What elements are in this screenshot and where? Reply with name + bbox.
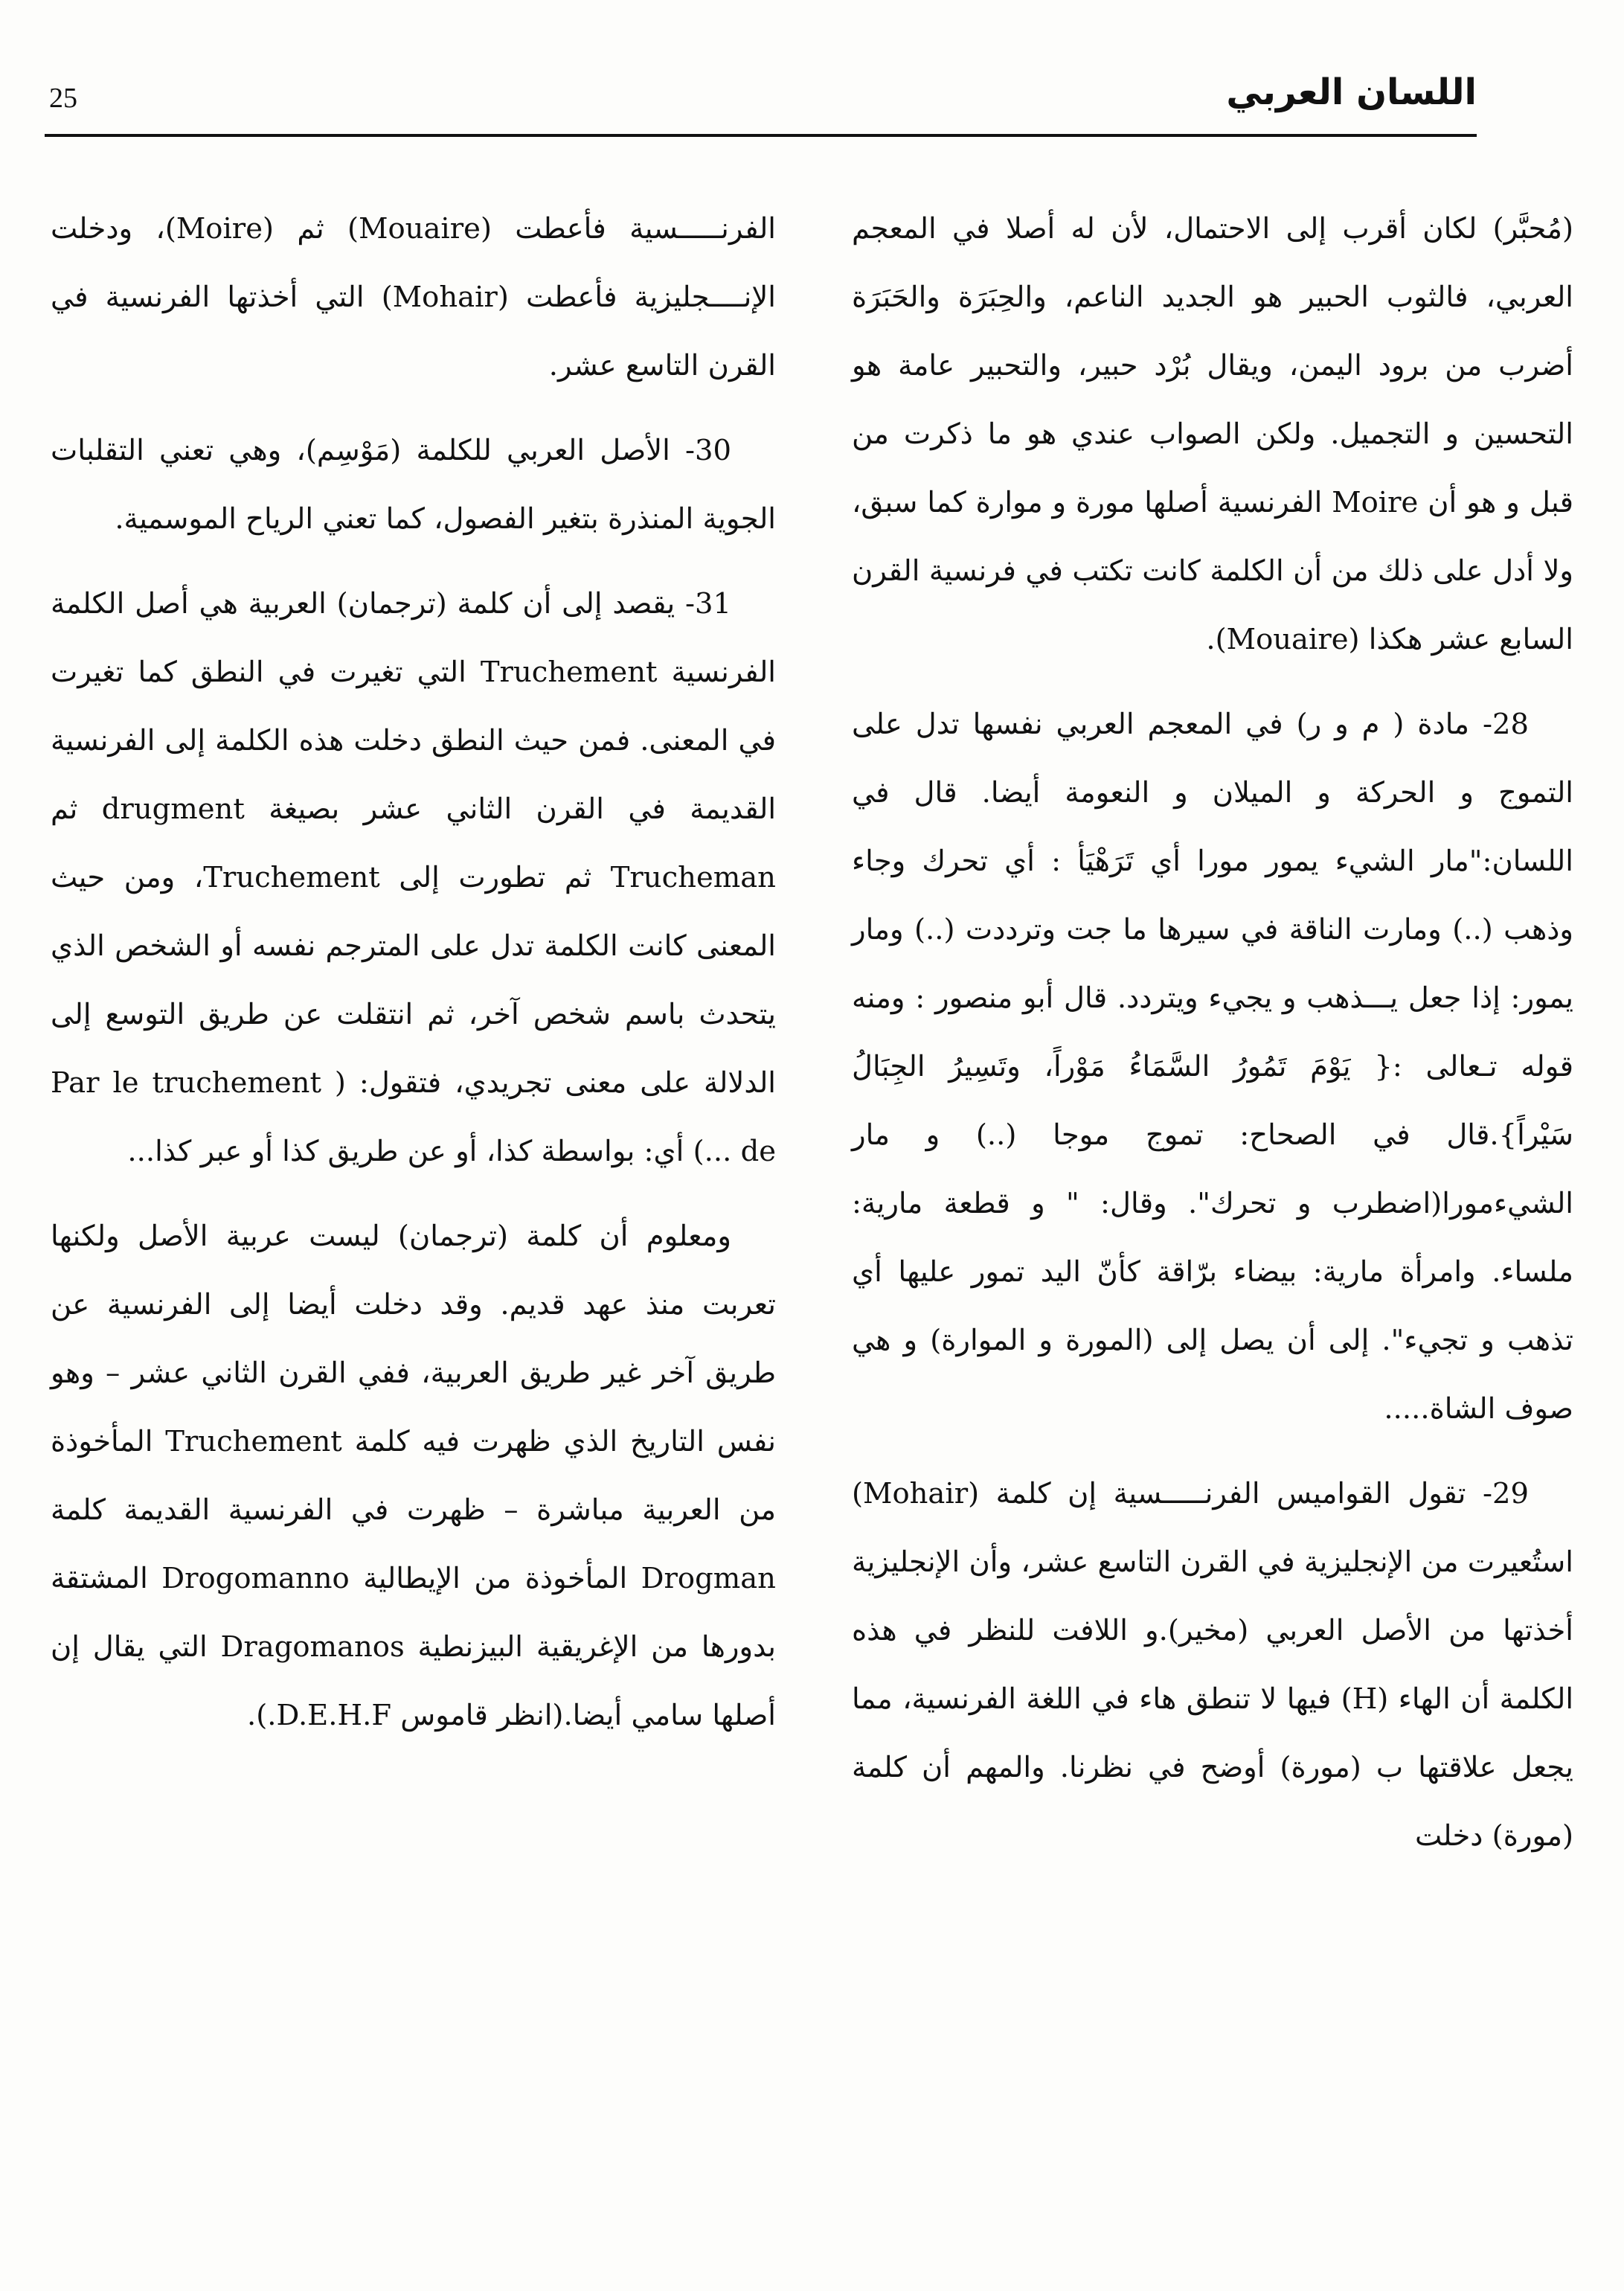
left-column [51, 195, 776, 1766]
note-31: 31- يقصد إلى أن كلمة (ترجمان) العربية هي أصل الكلمة الفرنسية Truchement التي تغيرت في النطق كما تغيرت في المعنى. فمن حيث النطق دخلت هذه الكلمة إلى الفرنسية القديمة في القرن الثاني عشر بصيغة drugment ثم Trucheman ثم تطورت إلى Truchement، ومن حيث المعنى كانت الكلمة تدل على المترجم نفسه أو الشخص الذي يتحدث باسم شخص آخر، ثم انتقلت عن طريق التوسع إلى الدلالة على معنى تجريدي، فتقول: ( Par le truchement de ...) أي: بواسطة كذا، أو عن طريق كذا أو عبر كذا... [51, 587, 777, 1168]
paragraph-mohabbar: (مُحبَّر) لكان أقرب إلى الاحتمال، لأن له أصلا في المعجم العربي، فالثوب الحبير هو الجديد الناعم، والحِبَرَة والحَبَرَة أضرب من برود اليمن، ويقال بُرْد حبير، والتحبير عامة هو التحسين و التجميل. ولكن الصواب عندي هو ما ذكرت من قبل و هو أن Moire الفرنسية أصلها مورة و موارة كما سبق، ولا أدل على ذلك من أن الكلمة كانت تكتب في فرنسية القرن السابع عشر هكذا (Mouaire). [852, 212, 1573, 656]
journal-title: اللسان العربي [1226, 71, 1477, 113]
paragraph-tarjuman: ومعلوم أن كلمة (ترجمان) ليست عربية الأصل ولكنها تعربت منذ عهد قديم. وقد دخلت أيضا إلى الفرنسية عن طريق آخر غير طريق العربية، ففي القرن الثاني عشر – وهو نفس التاريخ الذي ظهرت فيه كلمة Truchement المأخوذة من العربية مباشرة – ظهرت في الفرنسية القديمة كلمة Drogman المأخوذة من الإيطالية Drogomanno المشتقة بدورها من الإغريقية البيزنطية Dragomanos التي يقال إن أصلها سامي أيضا.(انظر قاموس D.E.H.F.). [51, 1220, 777, 1732]
right-column [852, 195, 1573, 1887]
page-number: 25 [49, 83, 77, 114]
note-28: 28- مادة ( م و ر) في المعجم العربي نفسها تدل على التموج و الحركة و الميلان و النعومة أيضا. قال في اللسان:"مار الشيء يمور مورا أي تَرَهْيَأ : أي تحرك وجاء وذهب (..) ومارت الناقة في سيرها ما جت وترددت (..) ومار يمور: إذا جعل يـــذهب و يجيء ويتردد. قال أبو منصور : ومنه قوله تـعالى :{ يَوْمَ تَمُورُ السَّمَاءُ مَوْراً، وتَسِيرُ الجِبَالُ سَيْراً}.قال في الصحاح: تموج موجا (..) و مار الشيءمورا(اضطرب و تحرك". وقال: " و قطعة مارية: ملساء. وامرأة مارية: بيضاء برّاقة كأنّ اليد تمور عليها أي تذهب و تجيء". إلى أن يصل إلى (المورة و الموارة) و هي صوف الشاة..... [852, 708, 1573, 1426]
note-29: 29- تقول القواميس الفرنـــــسية إن كلمة (Mohair) استُعيرت من الإنجليزية في القرن التاسع عشر، وأن الإنجليزية أخذتها من الأصل العربي (مخير).و اللافت للنظر في هذه الكلمة أن الهاء (H) فيها لا تنطق هاء في اللغة الفرنسية، مما يجعل علاقتها ب (مورة) أوضح في نظرنا. والمهم أن كلمة (مورة) دخلت [852, 1477, 1574, 1853]
header-rule [45, 134, 1477, 137]
page-header [45, 67, 1477, 126]
paragraph-continuation: الفرنـــــسية فأعطت (Mouaire) ثم (Moire)، ودخلت الإنــــجليزية فأعطت (Mohair) التي أخذتها الفرنسية في القرن التاسع عشر. [51, 212, 777, 382]
note-30: 30- الأصل العربي للكلمة (مَوْسِم)، وهي تعني التقلبات الجوية المنذرة بتغير الفصول، كما تعني الرياح الموسمية. [51, 434, 776, 536]
